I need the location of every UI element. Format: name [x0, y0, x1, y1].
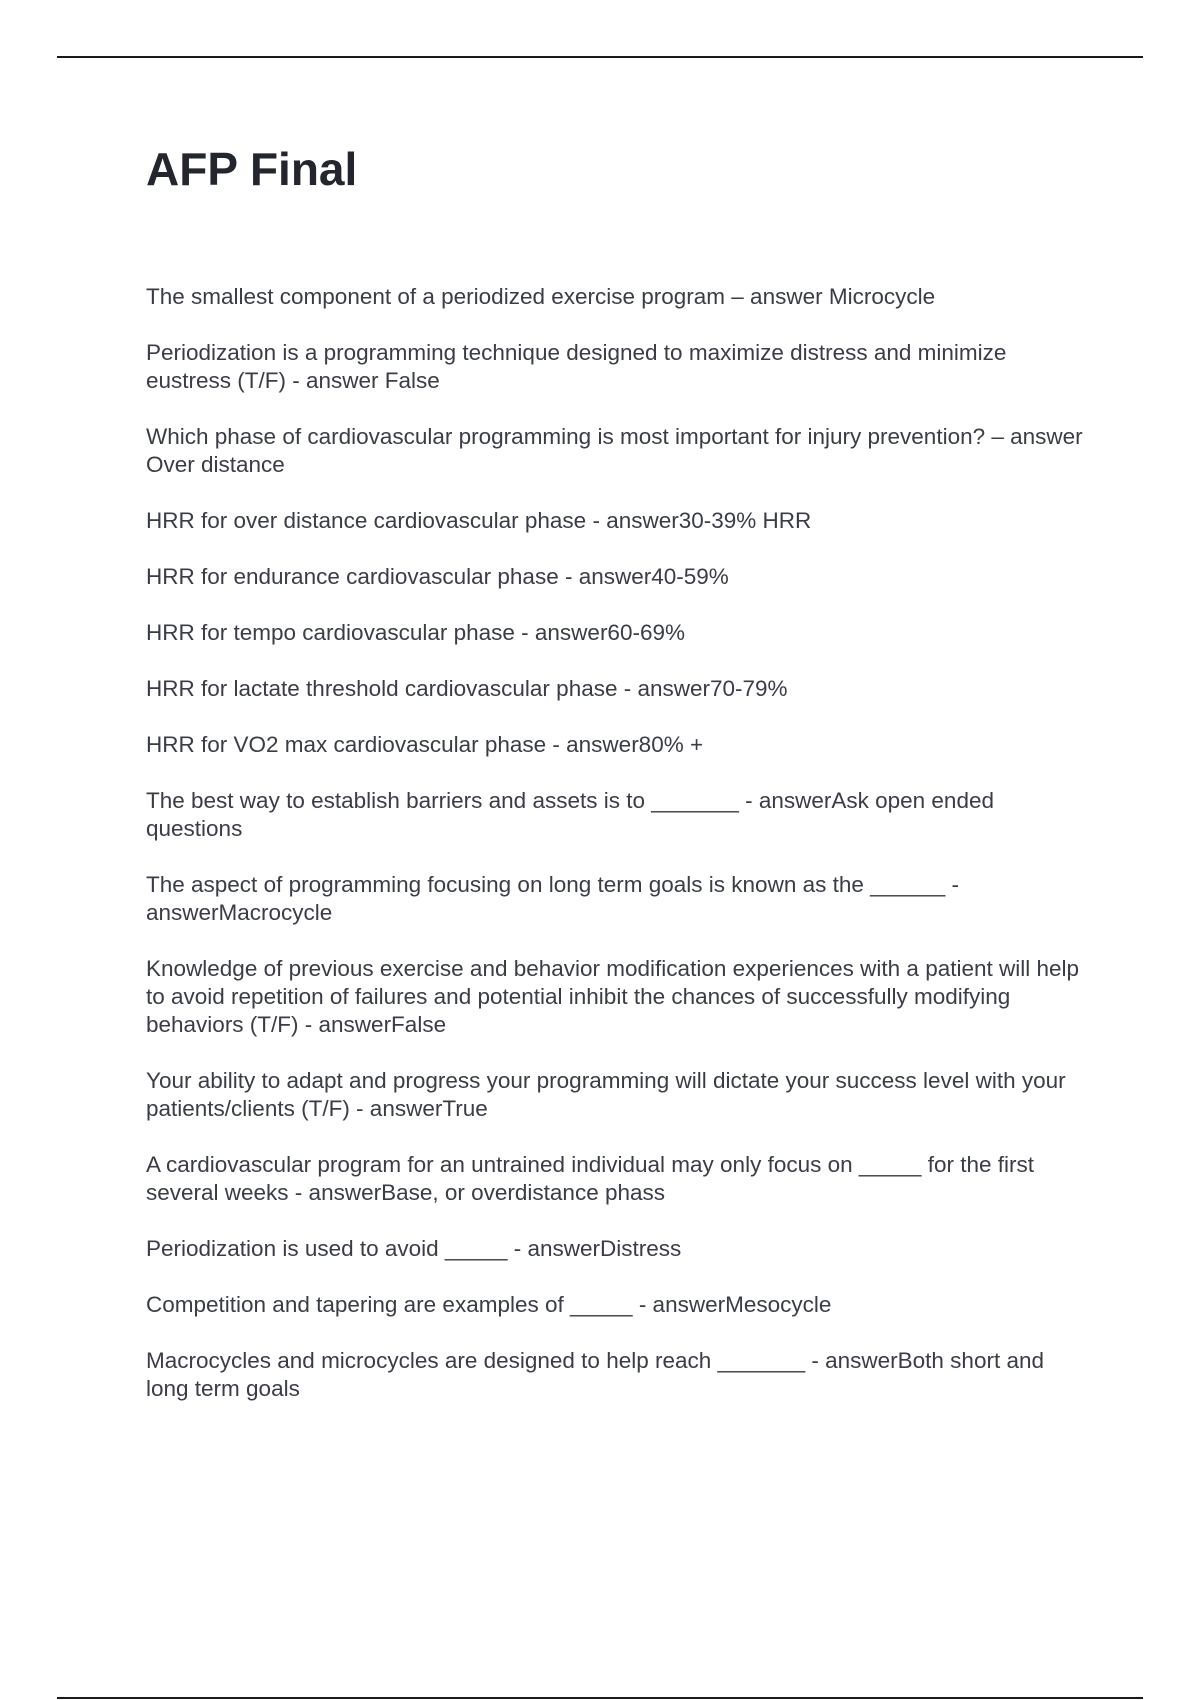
qa-item: Competition and tapering are examples of _____ - answerMesocycle	[146, 1292, 832, 1317]
qa-item: The smallest component of a periodized exercise program – answer Microcycle	[146, 284, 936, 309]
qa-list	[146, 283, 1086, 1431]
bottom-rule	[57, 1697, 1143, 1699]
qa-item: HRR for over distance cardiovascular phase - answer30-39% HRR	[146, 508, 812, 533]
qa-item: A cardiovascular program for an untrained individual may only focus on _____ for the first several weeks - answerBase, or overdistance phass	[146, 1152, 1034, 1205]
qa-item: Knowledge of previous exercise and behavior modification experiences with a patient will help to avoid repetition of failures and potential inhibit the chances of successfully modifying behaviors (T/F) - answerFalse	[146, 956, 1080, 1037]
qa-item: Macrocycles and microcycles are designed to help reach _______ - answerBoth short and long term goals	[146, 1348, 1044, 1401]
qa-item: The best way to establish barriers and assets is to _______ - answerAsk open ended questions	[146, 788, 994, 841]
qa-item: HRR for tempo cardiovascular phase - answer60-69%	[146, 620, 685, 645]
top-rule	[57, 56, 1143, 58]
qa-item: The aspect of programming focusing on long term goals is known as the ______ - answerMacrocycle	[146, 872, 959, 925]
qa-item: Your ability to adapt and progress your programming will dictate your success level with your patients/clients (T/F) - answerTrue	[146, 1068, 1066, 1121]
qa-item: Periodization is a programming technique designed to maximize distress and minimize eustress (T/F) - answer False	[146, 340, 1007, 393]
qa-item: HRR for VO2 max cardiovascular phase - answer80% +	[146, 732, 704, 757]
qa-item: Which phase of cardiovascular programming is most important for injury prevention? – answer Over distance	[146, 424, 1083, 477]
qa-item: Periodization is used to avoid _____ - answerDistress	[146, 1236, 682, 1261]
qa-item: HRR for lactate threshold cardiovascular phase - answer70-79%	[146, 676, 788, 701]
page-title: AFP Final	[146, 143, 358, 195]
qa-item: HRR for endurance cardiovascular phase - answer40-59%	[146, 564, 729, 589]
